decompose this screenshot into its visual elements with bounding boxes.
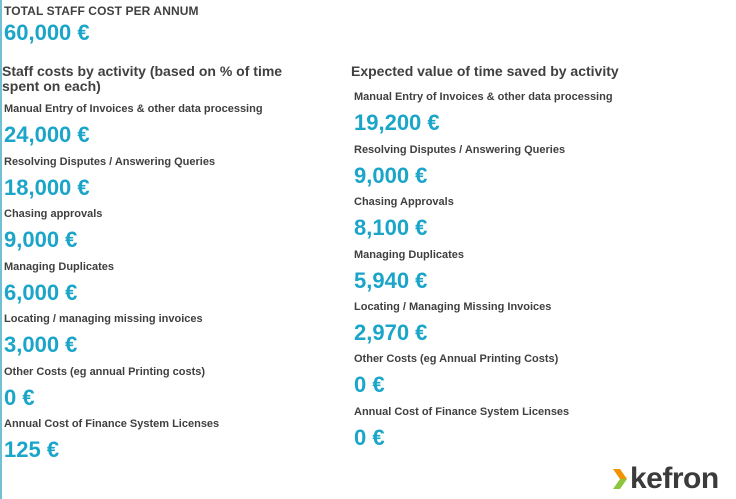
time-saved-value: 9,000 € bbox=[354, 163, 428, 188]
staff-cost-label: Chasing approvals bbox=[4, 208, 103, 220]
time-saved-label: Other Costs (eg Annual Printing Costs) bbox=[354, 353, 559, 365]
staff-cost-value: 0 € bbox=[4, 385, 35, 410]
time-saved-label: Manual Entry of Invoices & other data processing bbox=[354, 91, 613, 103]
time-saved-item bbox=[354, 196, 684, 241]
staff-costs-column bbox=[2, 63, 302, 462]
staff-cost-item bbox=[4, 208, 334, 253]
staff-cost-label: Resolving Disputes / Answering Queries bbox=[4, 156, 216, 168]
staff-cost-item bbox=[4, 418, 334, 463]
time-saved-item bbox=[354, 301, 684, 346]
staff-costs-heading: Staff costs by activity (based on % of time spent on each) bbox=[2, 63, 283, 94]
time-saved-label: Locating / Managing Missing Invoices bbox=[354, 301, 552, 313]
staff-cost-label: Locating / managing missing invoices bbox=[4, 313, 203, 325]
time-saved-label: Annual Cost of Finance System Licenses bbox=[354, 406, 570, 418]
time-saved-heading: Expected value of time saved by activity bbox=[351, 63, 619, 79]
staff-cost-label: Managing Duplicates bbox=[4, 261, 115, 273]
time-saved-item bbox=[354, 353, 684, 398]
staff-cost-value: 6,000 € bbox=[4, 280, 78, 305]
time-saved-item bbox=[354, 406, 684, 451]
total-staff-cost-value: 60,000 € bbox=[4, 20, 90, 45]
time-saved-value: 2,970 € bbox=[354, 320, 428, 345]
staff-cost-item bbox=[4, 261, 334, 306]
kefron-logo-text: kefron bbox=[630, 462, 719, 495]
staff-cost-item bbox=[4, 366, 334, 411]
staff-cost-value: 9,000 € bbox=[4, 227, 78, 252]
staff-cost-value: 24,000 € bbox=[4, 122, 90, 147]
staff-cost-label: Annual Cost of Finance System Licenses bbox=[4, 418, 220, 430]
staff-cost-label: Other Costs (eg annual Printing costs) bbox=[4, 366, 206, 378]
time-saved-label: Chasing Approvals bbox=[354, 196, 454, 208]
time-saved-value: 0 € bbox=[354, 425, 385, 450]
staff-cost-item bbox=[4, 156, 334, 201]
time-saved-label: Managing Duplicates bbox=[354, 249, 465, 261]
staff-cost-value: 3,000 € bbox=[4, 332, 78, 357]
staff-cost-item bbox=[4, 103, 334, 148]
staff-cost-item bbox=[4, 313, 334, 358]
time-saved-value: 8,100 € bbox=[354, 215, 428, 240]
total-staff-cost-label: TOTAL STAFF COST PER ANNUM bbox=[4, 4, 199, 18]
staff-cost-value: 125 € bbox=[4, 437, 60, 462]
time-saved-item bbox=[354, 144, 684, 189]
time-saved-value: 5,940 € bbox=[354, 268, 428, 293]
staff-cost-label: Manual Entry of Invoices & other data processing bbox=[4, 103, 263, 115]
time-saved-value: 0 € bbox=[354, 372, 385, 397]
time-saved-value: 19,200 € bbox=[354, 110, 440, 135]
kefron-chevron-icon bbox=[611, 466, 629, 492]
time-saved-item bbox=[354, 91, 684, 136]
kefron-logo bbox=[611, 462, 733, 496]
staff-cost-value: 18,000 € bbox=[4, 175, 90, 200]
time-saved-label: Resolving Disputes / Answering Queries bbox=[354, 144, 566, 156]
time-saved-column bbox=[351, 63, 681, 450]
time-saved-item bbox=[354, 249, 684, 294]
